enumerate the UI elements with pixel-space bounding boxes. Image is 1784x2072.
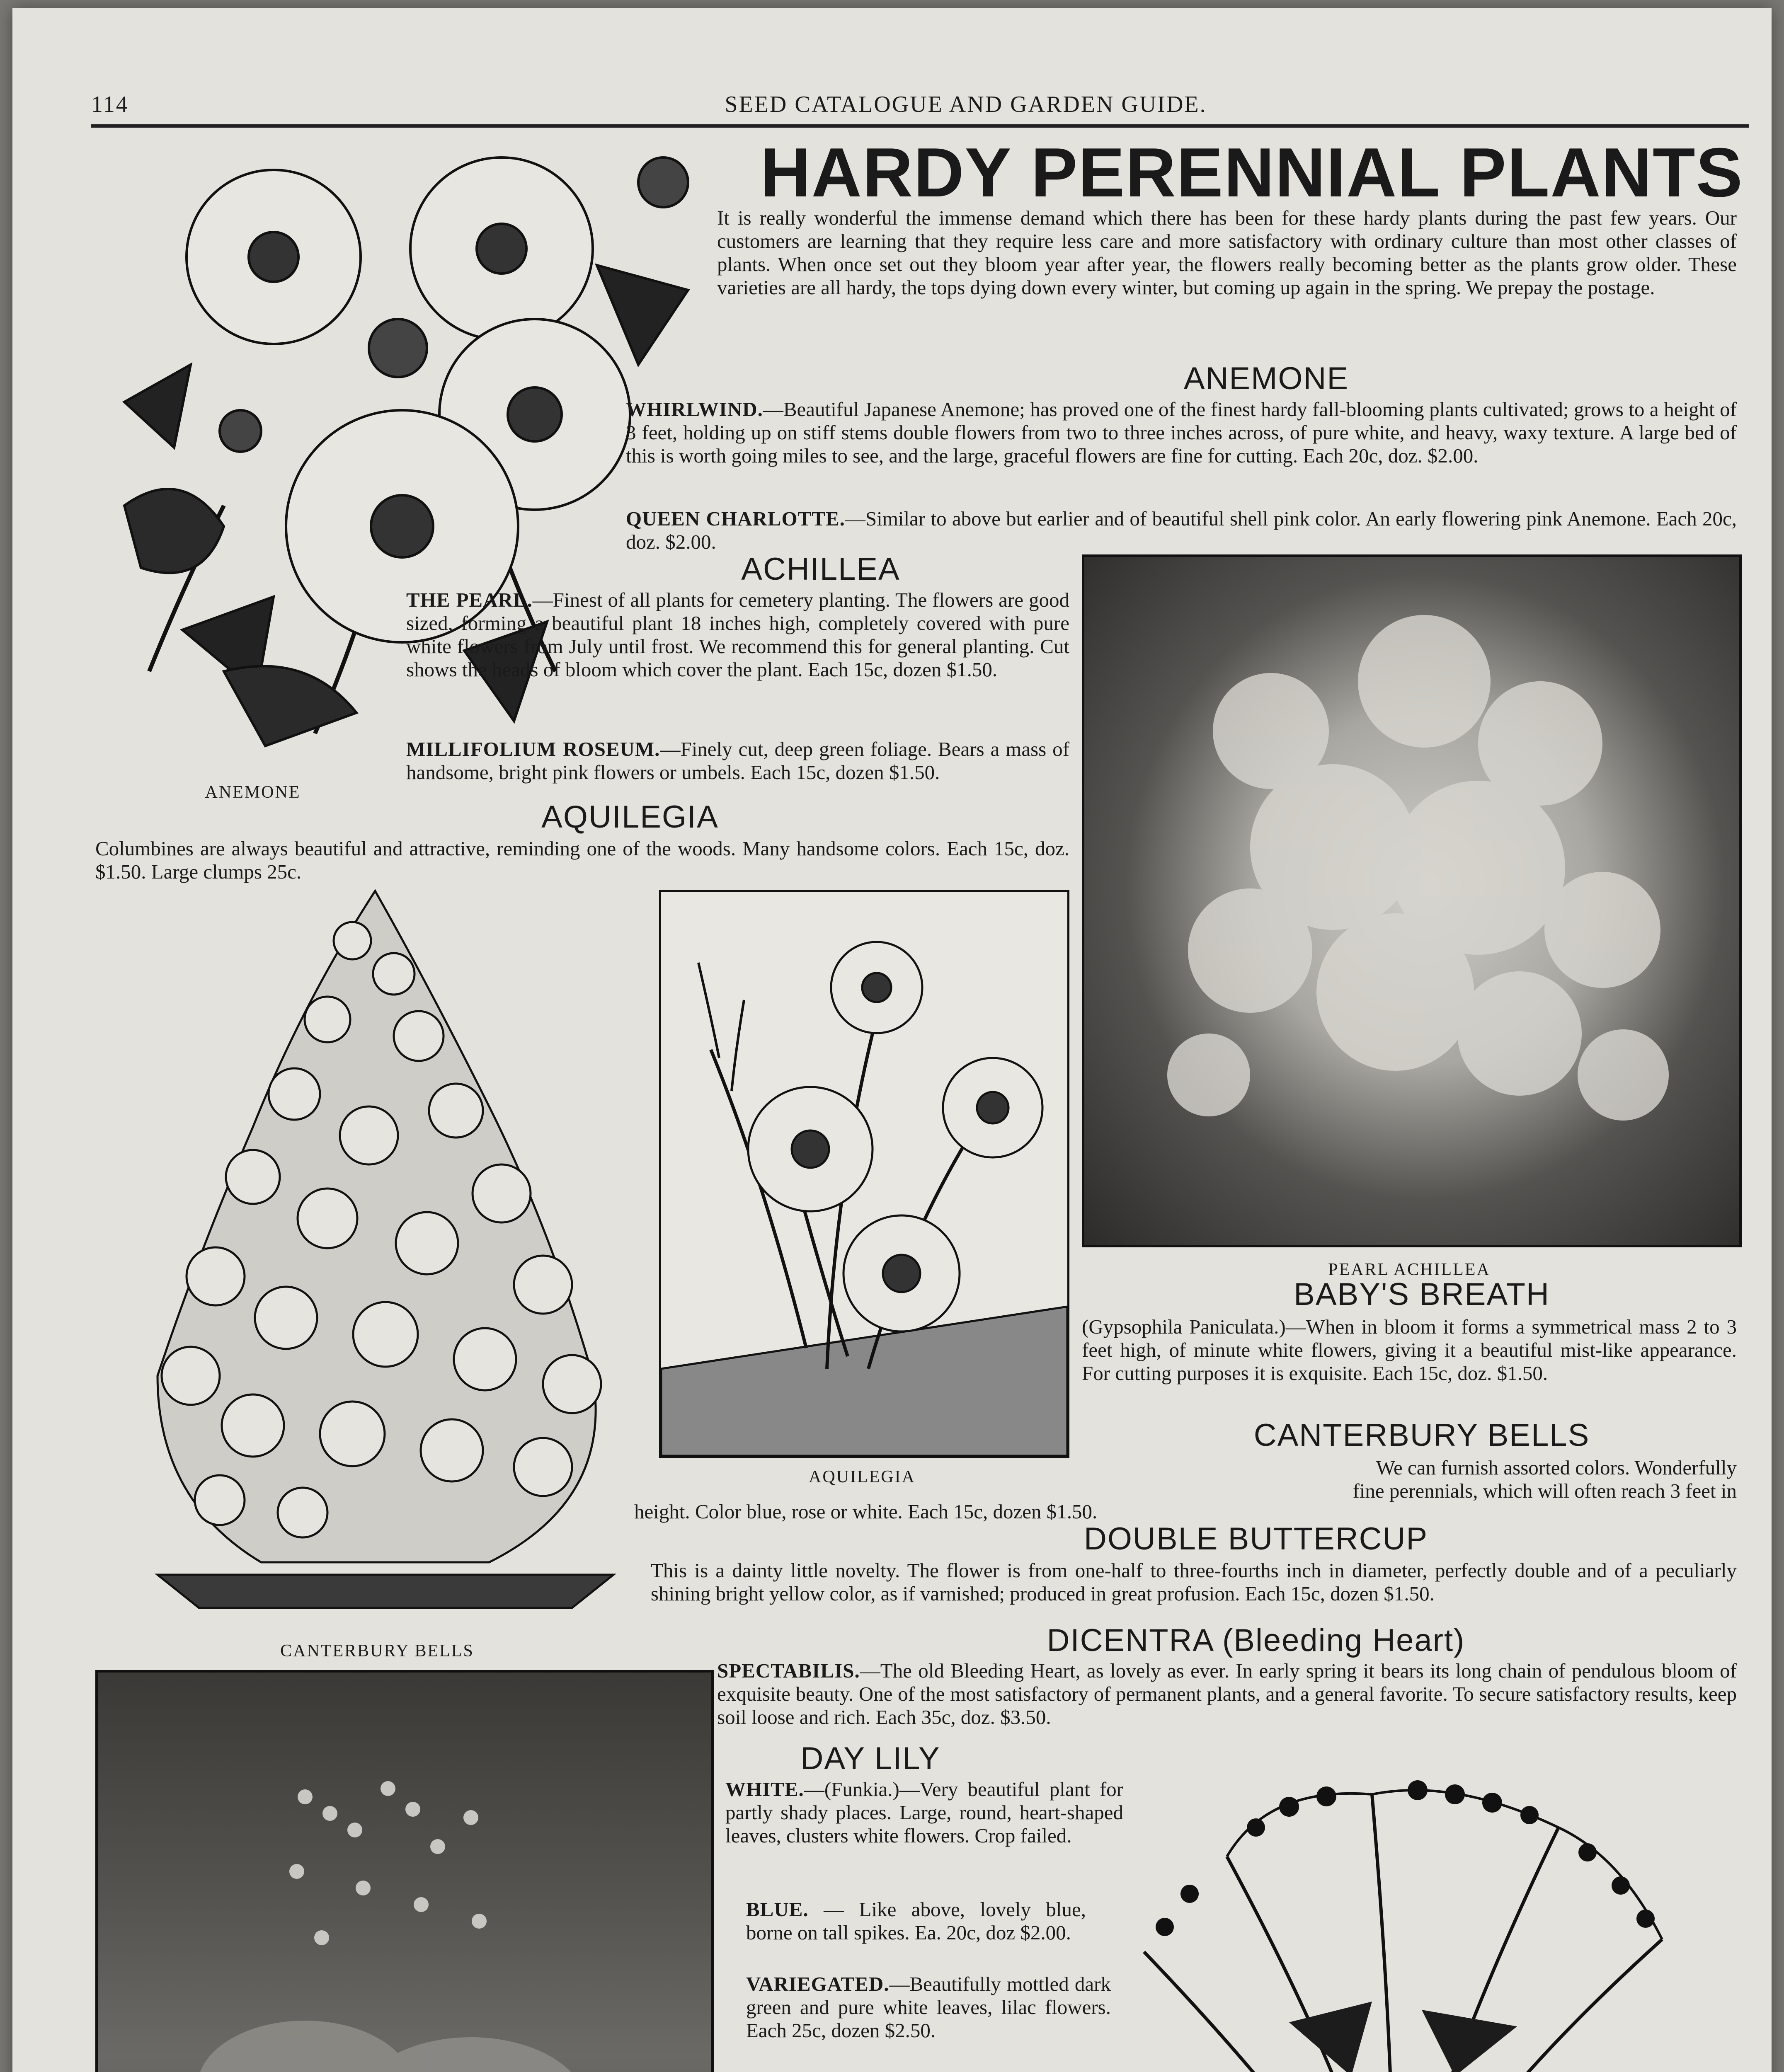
intro-paragraph: It is really wonderful the immense demand which there has been for these hardy plants during the past few years. Our customers are learning that they require less care and more satisfactory with ordinary culture than most other classes of plants. When once set out they bloom year after year, the flowers really becoming better as the plants grow older. These varieties are all hardy, the tops dying down every winter, but coming up again in the spring. We prepay the postage. (717, 206, 1737, 299)
page-title: HARDY PERENNIAL PLANTS (760, 133, 1743, 211)
day-lily-variegated-entry (746, 1973, 1111, 2042)
the-pearl-text: —Finest of all plants for cemetery planting. The flowers are good sized, forming a beautiful plant 18 inches high, completely covered with pure white flowers from July until frost. We recommend this for general planting. Cut shows the heads of bloom which cover the plant. Each 15c, dozen $1.50. (406, 588, 1069, 681)
aquilegia-caption: AQUILEGIA (809, 1467, 916, 1486)
bleeding-heart-icon (1082, 1753, 1704, 2072)
canterbury-bells-line1: We can furnish assorted colors. Wonderfully (1376, 1456, 1737, 1479)
dicentra-entry (717, 1659, 1737, 1729)
pearl-achillea-caption: PEARL ACHILLEA (1328, 1260, 1491, 1279)
achillea-bloom-icon (1084, 557, 1739, 1245)
babys-breath-title: BABY'S BREATH (1294, 1277, 1550, 1312)
day-lily-white-text: —(Funkia.)—Very beautiful plant for partly shady places. Large, round, heart-shaped leaves, clusters white flowers. Crop failed. (725, 1778, 1123, 1847)
canterbury-bells-caption: CANTERBURY BELLS (280, 1641, 474, 1661)
aquilegia-text: Columbines are always beautiful and attractive, reminding one of the woods. Many handsome colors. Each 15c, doz. $1.50. Large clumps 25c. (95, 837, 1069, 883)
white-day-lily-photo (95, 1670, 714, 2072)
spectabilis-name: SPECTABILIS. (717, 1659, 860, 1682)
day-lily-plant-icon (98, 1673, 711, 2072)
columbine-flower-icon (661, 892, 1067, 1456)
millifolium-text: —Finely cut, deep green foliage. Bears a mass of handsome, bright pink flowers or umbels. Each 15c, dozen $1.50. (406, 738, 1069, 784)
day-lily-variegated-text: —Beautifully mottled dark green and pure white leaves, lilac flowers. Each 25c, dozen $2.50. (746, 1973, 1111, 2042)
bleeding-heart-illustration (1082, 1753, 1704, 2072)
dicentra-title: DICENTRA (Bleeding Heart) (1047, 1623, 1465, 1658)
spectabilis-text: —The old Bleeding Heart, as lovely as ever. In early spring it bears its long chain of pendulous bloom of exquisite beauty. One of the most satisfactory of permanent plants, and a general favorite. To secure satisfactory results, keep soil loose and rich. Each 35c, doz. $3.50. (717, 1659, 1737, 1728)
page-number: 114 (91, 92, 129, 117)
double-buttercup-title: DOUBLE BUTTERCUP (1083, 1521, 1428, 1556)
queen-charlotte-name: QUEEN CHARLOTTE. (626, 507, 845, 530)
header-rule (91, 124, 1749, 128)
pearl-achillea-photo (1082, 554, 1742, 1247)
aquilegia-title: AQUILEGIA (541, 799, 719, 835)
day-lily-title: DAY LILY (800, 1741, 940, 1776)
whirlwind-text: —Beautiful Japanese Anemone; has proved one of the finest hardy fall-blooming plants cultivated; grows to a height of 3 feet, holding up on stiff stems double flowers from two to three inches across, of pure white, and heavy, waxy texture. A large bed of this is worth going miles to see, and the large, graceful flowers are fine for cutting. Each 20c, doz. $2.00. (626, 398, 1737, 467)
queen-charlotte-text: —Similar to above but earlier and of beautiful shell pink color. An early flowering pink Anemone. Each 20c, doz. $2.00. (626, 507, 1737, 553)
day-lily-blue-entry (746, 1898, 1086, 1944)
canterbury-bells-title: CANTERBURY BELLS (1253, 1418, 1590, 1453)
day-lily-white-name: WHITE. (725, 1778, 804, 1801)
anemone-queen-entry (626, 507, 1737, 554)
canterbury-bells-line2: fine perennials, which will often reach 3 feet in (1353, 1479, 1737, 1502)
anemone-caption: ANEMONE (205, 783, 301, 802)
anemone-title: ANEMONE (1183, 361, 1349, 396)
achillea-pearl-entry (406, 588, 1069, 681)
achillea-millifolium-entry (406, 738, 1069, 784)
day-lily-blue-name: BLUE. (746, 1898, 809, 1921)
anemone-whirlwind-entry (626, 398, 1737, 467)
day-lily-white-entry (725, 1778, 1123, 1847)
day-lily-blue-text: — Like above, lovely blue, borne on tall spikes. Ea. 20c, doz $2.00. (746, 1898, 1086, 1944)
babys-breath-text: (Gypsophila Paniculata.)—When in bloom it forms a symmetrical mass 2 to 3 feet high, of minute white flowers, giving it a beautiful mist-like appearance. For cutting purposes it is exquisite. Each 15c, doz. $1.50. (1082, 1315, 1737, 1385)
achillea-title: ACHILLEA (741, 552, 900, 587)
aquilegia-illustration (659, 890, 1069, 1458)
whirlwind-name: WHIRLWIND. (626, 398, 763, 421)
millifolium-name: MILLIFOLIUM ROSEUM. (406, 738, 660, 760)
bell-flower-icon (95, 879, 655, 1624)
the-pearl-name: THE PEARL. (406, 588, 533, 611)
canterbury-bells-line3: height. Color blue, rose or white. Each 15c, dozen $1.50. (634, 1500, 1098, 1523)
running-title: SEED CATALOGUE AND GARDEN GUIDE. (725, 92, 1207, 117)
double-buttercup-text: This is a dainty little novelty. The flower is from one-half to three-fourths inch in diameter, perfectly double and of a peculiarly shining bright yellow color, as if varnished; produced in great profusion. Each 15c, dozen $1.50. (651, 1559, 1737, 1605)
canterbury-bells-illustration (95, 879, 655, 1624)
catalogue-page (12, 8, 1772, 2072)
day-lily-variegated-name: VARIEGATED. (746, 1973, 890, 1995)
